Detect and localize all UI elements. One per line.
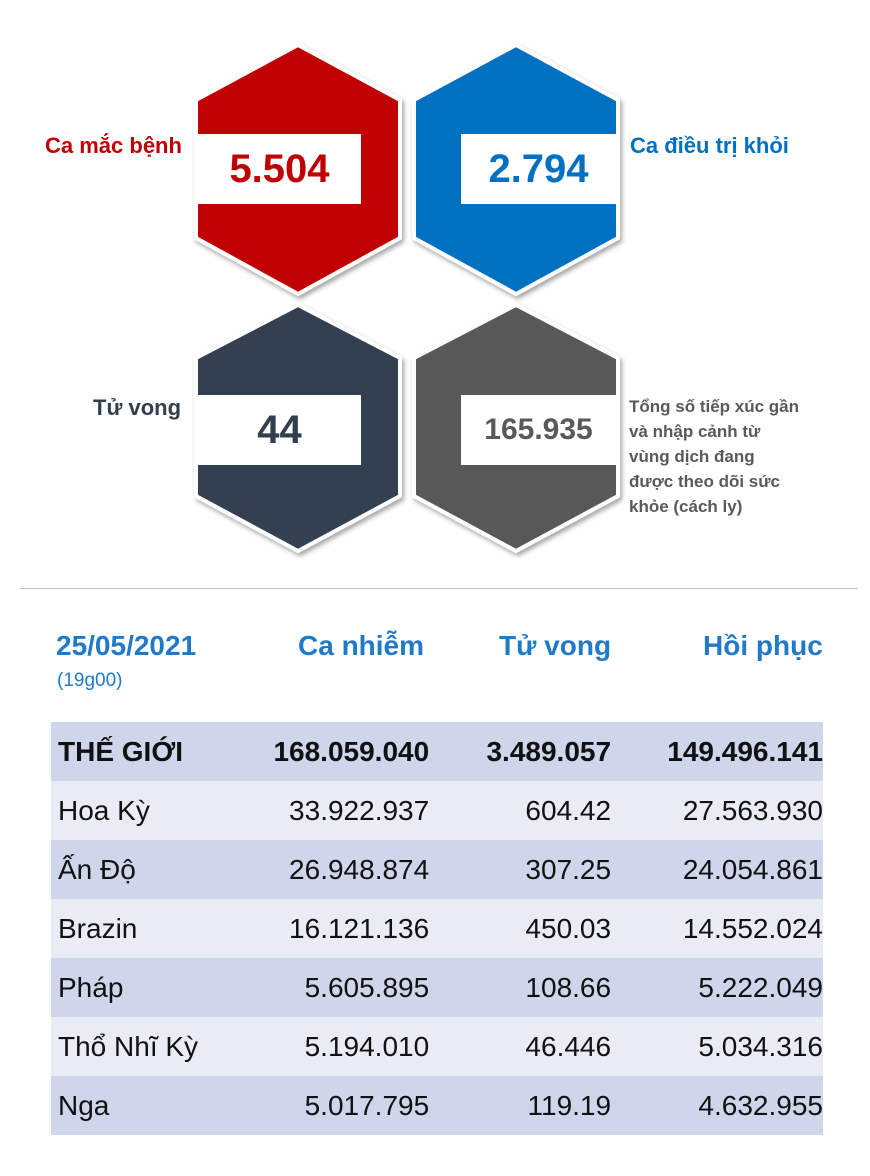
country-cell: Nga (51, 1076, 261, 1135)
note-line: vùng dịch đang (629, 447, 755, 466)
table-row (51, 958, 823, 1017)
cases-cell: 5.017.795 (261, 1076, 430, 1135)
deaths-cell: 450.03 (429, 899, 611, 958)
cases-cell: 168.059.040 (261, 722, 430, 781)
table-row (51, 899, 823, 958)
country-cell: Brazin (51, 899, 261, 958)
deaths-label: Tử vong (93, 395, 182, 420)
cases-cell: 5.605.895 (261, 958, 430, 1017)
cases-cell: 5.194.010 (261, 1017, 430, 1076)
recovered-cell: 5.222.049 (611, 958, 823, 1017)
table-row (51, 1076, 823, 1135)
country-cell: Ấn Độ (51, 840, 261, 899)
country-cell: THẾ GIỚI (51, 722, 261, 781)
table-date: 25/05/2021 (56, 630, 197, 661)
header-deaths: Tử vong (499, 630, 612, 661)
header-recovered: Hồi phục (703, 630, 823, 661)
note-line: Tổng số tiếp xúc gần (629, 397, 800, 416)
header-cases: Ca nhiễm (298, 630, 425, 661)
deaths-cell: 108.66 (429, 958, 611, 1017)
note-line: và nhập cảnh từ (629, 422, 761, 441)
deaths-cell: 307.25 (429, 840, 611, 899)
deaths-cell: 604.42 (429, 781, 611, 840)
recovered-cell: 4.632.955 (611, 1076, 823, 1135)
cases-cell: 33.922.937 (261, 781, 430, 840)
country-cell: Hoa Kỳ (51, 781, 261, 840)
note-line: được theo dõi sức (629, 472, 780, 491)
section-divider (20, 588, 858, 589)
recovered-cell: 149.496.141 (611, 722, 823, 781)
country-cell: Pháp (51, 958, 261, 1017)
country-cell: Thổ Nhĩ Kỳ (51, 1017, 261, 1076)
table-row (51, 1017, 823, 1076)
table-time: (19g00) (57, 670, 123, 691)
deaths-value: 44 (198, 395, 361, 465)
cases-cell: 16.121.136 (261, 899, 430, 958)
recovered-label: Ca điều trị khỏi (630, 133, 789, 158)
deaths-cell: 3.489.057 (429, 722, 611, 781)
deaths-cell: 119.19 (429, 1076, 611, 1135)
recovered-cell: 27.563.930 (611, 781, 823, 840)
recovered-cell: 14.552.024 (611, 899, 823, 958)
monitored-note (629, 394, 829, 519)
country-table (51, 722, 823, 1135)
note-line: khỏe (cách ly) (629, 497, 743, 516)
table-row (51, 840, 823, 899)
recovered-cell: 24.054.861 (611, 840, 823, 899)
table-row (51, 781, 823, 840)
infected-label: Ca mắc bệnh (45, 133, 182, 158)
deaths-cell: 46.446 (429, 1017, 611, 1076)
monitored-value: 165.935 (461, 395, 616, 465)
cases-cell: 26.948.874 (261, 840, 430, 899)
table-row (51, 722, 823, 781)
recovered-value: 2.794 (461, 134, 616, 204)
recovered-cell: 5.034.316 (611, 1017, 823, 1076)
infected-value: 5.504 (198, 134, 361, 204)
